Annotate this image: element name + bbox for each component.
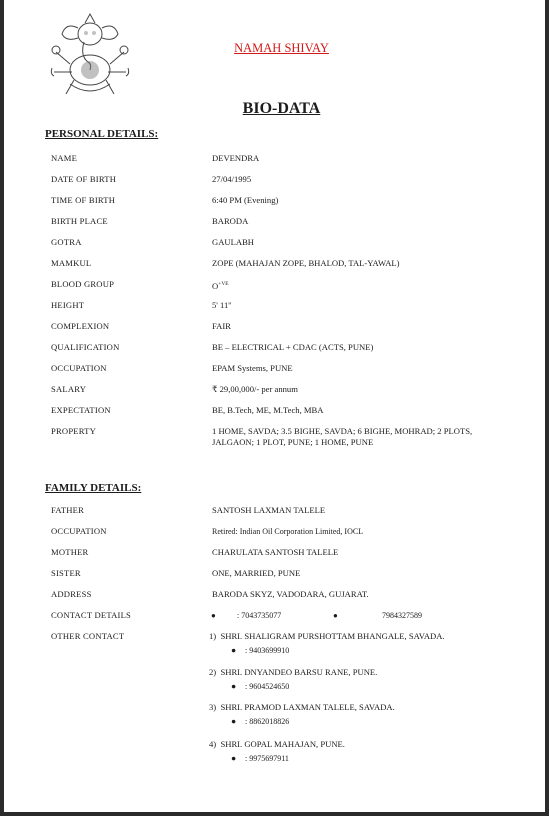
row-value: SANTOSH LAXMAN TALELE [212, 505, 326, 515]
row-label: OTHER CONTACT [51, 631, 125, 641]
row-label: EXPECTATION [51, 405, 111, 415]
item-number: 2) [209, 667, 217, 677]
row-label: OCCUPATION [51, 526, 107, 536]
contact-phone: : 8862018826 [245, 717, 290, 726]
row-value: BARODA [212, 216, 249, 226]
item-number: 1) [209, 631, 217, 641]
row-label: NAME [51, 153, 78, 163]
row-label: FATHER [51, 505, 85, 515]
row-label: OCCUPATION [51, 363, 107, 373]
blood-group-rh: +VE [218, 281, 229, 287]
row-label: CONTACT DETAILS [51, 610, 131, 620]
invocation-heading: NAMAH SHIVAY [234, 41, 329, 55]
item-number: 4) [209, 739, 217, 749]
other-contact-line [209, 631, 529, 642]
row-label: BIRTH PLACE [51, 216, 108, 226]
row-value: EPAM Systems, PUNE [212, 363, 293, 373]
row-label: ADDRESS [51, 589, 92, 599]
row-value: 5' 11'' [212, 300, 232, 310]
row-label: COMPLEXION [51, 321, 110, 331]
row-value: BE – ELECTRICAL + CDAC (ACTS, PUNE) [212, 342, 374, 352]
family-details-heading: FAMILY DETAILS: [45, 482, 142, 494]
row-label: HEIGHT [51, 300, 85, 310]
row-value: GAULABH [212, 237, 255, 247]
row-value: DEVENDRA [212, 153, 260, 163]
row-label: QUALIFICATION [51, 342, 120, 352]
document-title: BIO-DATA [242, 100, 321, 117]
row-value: 27/04/1995 [212, 174, 252, 184]
contact-phone: : 9975697911 [245, 754, 289, 763]
item-number: 3) [209, 702, 217, 712]
row-label: DATE OF BIRTH [51, 174, 117, 184]
row-value: FAIR [212, 321, 231, 331]
contact-phone: : 9403699910 [245, 646, 290, 655]
biodata-page [4, 0, 545, 812]
other-contact-item [209, 631, 529, 656]
other-contact-item [209, 667, 529, 692]
row-label: SISTER [51, 568, 81, 578]
row-label: TIME OF BIRTH [51, 195, 116, 205]
bullet-icon: ● [231, 716, 237, 726]
row-label: PROPERTY [51, 426, 97, 436]
row-value: 1 HOME, SAVDA; 3.5 BIGHE, SAVDA; 6 BIGHE, MOHRAD; 2 PLOTS, JALGAON; 1 PLOT, PUNE; 1 HOME, PUNE [212, 426, 473, 447]
contact-phone-1: : 7043735077 [237, 611, 282, 620]
row-value: Retired: Indian Oil Corporation Limited, IOCL [212, 527, 364, 536]
other-contact-line [209, 702, 529, 713]
row-value: BE, B.Tech, ME, M.Tech, MBA [212, 405, 324, 415]
row-value: ₹ 29,00,000/- per annum [212, 384, 298, 394]
bullet-icon: ● [231, 681, 237, 691]
bullet-icon: ● [333, 611, 338, 620]
row-value: 6:40 PM (Evening) [212, 195, 279, 205]
row-label: GOTRA [51, 237, 82, 247]
contact-name: SHRI. DNYANDEO BARSU RANE, PUNE. [220, 667, 378, 677]
contact-phone: : 9604524650 [245, 682, 290, 691]
bullet-icon: ● [211, 611, 216, 620]
row-value: ONE, MARRIED, PUNE [212, 568, 301, 578]
row-label: MAMKUL [51, 258, 92, 268]
row-value: CHARULATA SANTOSH TALELE [212, 547, 339, 557]
bullet-icon: ● [231, 645, 237, 655]
row-value: ZOPE (MAHAJAN ZOPE, BHALOD, TAL-YAWAL) [212, 258, 400, 268]
bullet-icon: ● [231, 753, 237, 763]
other-contact-line [209, 739, 529, 750]
row-label: MOTHER [51, 547, 89, 557]
row-label: SALARY [51, 384, 87, 394]
row-value [212, 279, 512, 292]
contact-name: SHRI. PRAMOD LAXMAN TALELE, SAVADA. [220, 702, 395, 712]
row-label: BLOOD GROUP [51, 279, 115, 289]
contact-name: SHRI. SHALIGRAM PURSHOTTAM BHANGALE, SAVADA. [220, 631, 445, 641]
contact-name: SHRI. GOPAL MAHAJAN, PUNE. [220, 739, 345, 749]
personal-details-heading: PERSONAL DETAILS: [45, 128, 159, 140]
other-contact-item [209, 702, 529, 727]
row-value: BARODA SKYZ, VADODARA, GUJARAT. [212, 589, 369, 599]
blood-group-letter: O [212, 281, 219, 291]
other-contact-line [209, 667, 529, 678]
other-contact-item [209, 739, 529, 764]
contact-phone-2: 7984327589 [382, 611, 422, 620]
